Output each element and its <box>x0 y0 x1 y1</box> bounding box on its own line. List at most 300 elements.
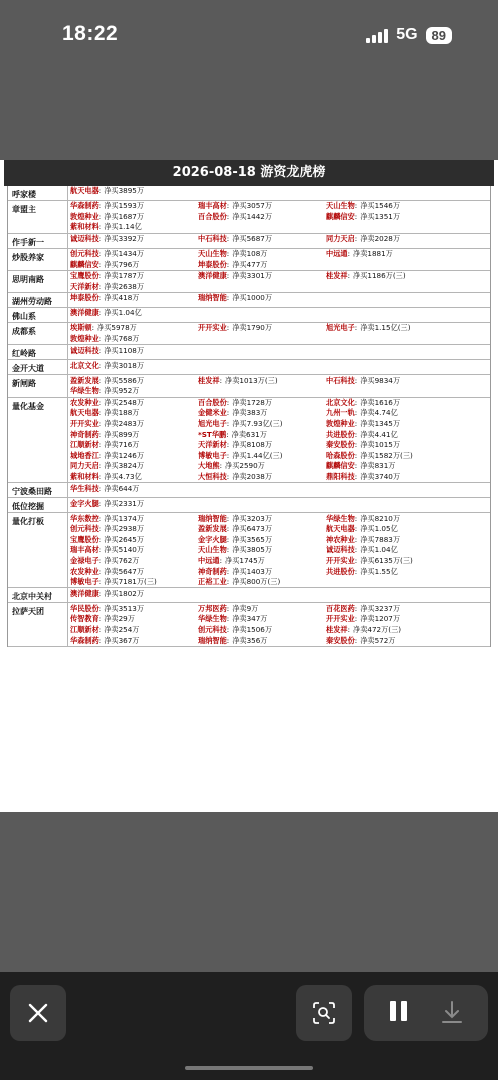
status-indicators <box>366 26 452 44</box>
trade-amount: 净买1351万 <box>360 211 401 221</box>
stock-name: 鼎阳科技 <box>326 471 355 481</box>
stock-name: 坤泰股份 <box>70 293 99 303</box>
trade-amount: 净买1.44亿(三) <box>232 450 283 460</box>
trade-amount: 净买1442万 <box>232 211 273 221</box>
trade-amount: 净买1.05亿 <box>360 524 398 534</box>
stock-name: 华绿生物 <box>198 614 227 624</box>
trade-amount: 净卖1246万 <box>104 450 145 460</box>
trade-entry: 澳洋健康: 净买1802万 <box>70 588 145 598</box>
trade-line <box>70 234 488 245</box>
trade-entry: 大地熊: 净买2590万 <box>198 461 265 471</box>
media-controls <box>364 985 488 1041</box>
stock-name: 共进股份 <box>326 566 355 576</box>
trade-entry: 同力天启: 净卖2028万 <box>326 234 401 244</box>
stock-name: 敦煌种业 <box>326 419 355 429</box>
seat-name: 拉萨天团 <box>8 603 68 645</box>
trade-entry: 华东数控: 净买1374万 <box>70 513 145 523</box>
trade-line <box>70 635 488 646</box>
trade-entry: 华绿生物: 净卖347万 <box>198 614 268 624</box>
stock-name: 麒麟信安 <box>326 461 355 471</box>
stock-name: 金健米业 <box>198 408 227 418</box>
stock-name: 旭光电子 <box>326 323 355 333</box>
stock-name: *ST华鹏 <box>198 429 227 439</box>
trade-line <box>70 360 488 371</box>
stock-name: 天山生物 <box>326 201 355 211</box>
trade-entry: 瑞丰高材: 净买5140万 <box>70 545 145 555</box>
trade-list <box>68 249 490 270</box>
stock-name: 盈新发展 <box>198 524 227 534</box>
trade-amount: 净卖644万 <box>104 483 140 493</box>
stock-name: 江顺新材 <box>70 624 99 634</box>
seat-name: 章盟主 <box>8 201 68 233</box>
stock-name: 桂发祥 <box>326 624 348 634</box>
stock-name: 华绿生物 <box>70 386 99 396</box>
trade-entry: 金字火腿: 净买3565万 <box>198 534 273 544</box>
stock-name: 瑞丰高材 <box>70 545 99 555</box>
trade-entry: 神农种业: 净买7883万 <box>326 534 401 544</box>
status-time: 18:22 <box>62 22 119 45</box>
trade-line <box>70 603 488 614</box>
trade-entry: 江顺新材: 净卖254万 <box>70 624 140 634</box>
trade-entry: 共进股份: 净卖4.41亿 <box>326 429 398 439</box>
stock-name: 正裕工业 <box>198 577 227 587</box>
trade-entry: 宝鹰股份: 净卖1787万 <box>70 271 145 281</box>
trade-entry: 博敏电子: 净买7181万(三) <box>70 577 157 587</box>
stock-name: 传智教育 <box>70 614 99 624</box>
pause-icon <box>390 1001 396 1021</box>
stock-name: 中石科技 <box>198 234 227 244</box>
network-type: 5G <box>396 26 418 43</box>
stock-name: 神奇制药 <box>198 566 227 576</box>
trade-amount: 净卖9万 <box>232 603 259 613</box>
stock-name: 澳洋健康 <box>198 271 227 281</box>
trade-entry: 传智教育: 净卖29万 <box>70 614 135 624</box>
stock-name: 开开实业 <box>326 555 355 565</box>
trade-list <box>68 186 490 200</box>
trade-amount: 净买2548万 <box>104 397 145 407</box>
stock-name: 秦安股份 <box>326 635 355 645</box>
trade-list <box>68 498 490 512</box>
table-row <box>8 345 490 360</box>
trade-entry: 农发种业: 净卖5647万 <box>70 566 145 576</box>
trade-amount: 净买6473万 <box>232 524 273 534</box>
stock-name: 创元科技 <box>70 524 99 534</box>
trade-entry: 同力天启: 净买3824万 <box>70 461 145 471</box>
trade-list <box>68 323 490 344</box>
stock-name: 瑞纳智能 <box>198 293 227 303</box>
stock-name: 澳洋健康 <box>70 308 99 318</box>
trade-entry: 天山生物: 净卖108万 <box>198 249 268 259</box>
dragon-tiger-table <box>7 186 491 647</box>
seat-name: 思明南路 <box>8 271 68 292</box>
seat-name: 量化基金 <box>8 398 68 483</box>
trade-list <box>68 360 490 374</box>
trade-entry: 航天电器: 净买1.05亿 <box>326 524 398 534</box>
trade-entry: 麒麟信安: 净买796万 <box>70 259 140 269</box>
table-row <box>8 375 490 397</box>
trade-amount: 净卖1881万 <box>353 249 393 259</box>
stock-name: 北京文化 <box>326 397 355 407</box>
trade-list <box>68 375 490 396</box>
trade-line <box>70 271 488 282</box>
seat-name: 新闸路 <box>8 375 68 396</box>
trade-line <box>70 524 488 535</box>
trade-line <box>70 293 488 304</box>
trade-line <box>70 461 488 472</box>
trade-entry: 旭光电子: 净卖1.15亿(三) <box>326 323 411 333</box>
trade-entry: 瑞纳智能: 净买3203万 <box>198 513 273 523</box>
trade-entry: 创元科技: 净卖1506万 <box>198 624 273 634</box>
trade-amount: 净卖3740万 <box>360 471 401 481</box>
trade-amount: 净卖1013万(三) <box>225 375 278 385</box>
home-indicator <box>185 1066 313 1070</box>
trade-amount: 净买2590万 <box>225 461 265 471</box>
trade-entry: 开开实业: 净卖2483万 <box>70 419 145 429</box>
trade-entry: 开开实业: 净卖1207万 <box>326 614 401 624</box>
trade-entry: 创元科技: 净买1434万 <box>70 249 145 259</box>
pause-button[interactable] <box>386 1001 410 1025</box>
trade-amount: 净买1108万 <box>104 345 145 355</box>
seat-name: 红岭路 <box>8 345 68 359</box>
trade-amount: 净买5586万 <box>104 375 145 385</box>
trade-list <box>68 308 490 322</box>
trade-amount: 净买768万 <box>104 334 140 344</box>
trade-entry: 盈新发展: 净买5586万 <box>70 375 145 385</box>
trade-amount: 净买1802万 <box>104 588 145 598</box>
stock-name: 航天电器 <box>326 524 355 534</box>
stock-name: 城地香江 <box>70 450 99 460</box>
trade-entry: 华民股份: 净买3513万 <box>70 603 145 613</box>
stock-name: 百合股份 <box>198 397 227 407</box>
trade-line <box>70 375 488 386</box>
trade-line <box>70 212 488 223</box>
stock-name: 瑞纳智能 <box>198 513 227 523</box>
stock-name: 航天电器 <box>70 408 99 418</box>
trade-entry: 天山生物: 净买3805万 <box>198 545 273 555</box>
trade-amount: 净买3565万 <box>232 534 273 544</box>
stock-name: 百花医药 <box>326 603 355 613</box>
trade-line <box>70 249 488 260</box>
stock-name: 宝鹰股份 <box>70 534 99 544</box>
table-row <box>8 513 490 588</box>
trade-entry: 鼎阳科技: 净卖3740万 <box>326 471 401 481</box>
trade-line <box>70 345 488 356</box>
trade-entry: 创元科技: 净买2938万 <box>70 524 145 534</box>
trade-entry: 澳洋健康: 净卖3301万 <box>198 271 273 281</box>
stock-name: 华森制药 <box>70 635 99 645</box>
stock-name: 盈新发展 <box>70 375 99 385</box>
trade-amount: 净买2938万 <box>104 524 145 534</box>
stock-name: 天山生物 <box>198 545 227 555</box>
trade-list <box>68 483 490 497</box>
trade-amount: 净买796万 <box>104 259 140 269</box>
stock-name: 诚迈科技 <box>70 345 99 355</box>
trade-line <box>70 534 488 545</box>
trade-entry: 正裕工业: 净买800万(三) <box>198 577 281 587</box>
stock-name: 九州一轨 <box>326 408 355 418</box>
trade-amount: 净卖347万 <box>232 614 268 624</box>
trade-amount: 净买952万 <box>104 386 140 396</box>
table-row <box>8 186 490 201</box>
trade-amount: 净买3203万 <box>232 513 273 523</box>
trade-line <box>70 323 488 334</box>
trade-amount: 净买3392万 <box>104 234 145 244</box>
table-row <box>8 201 490 234</box>
table-row <box>8 398 490 484</box>
trade-entry: 开开实业: 净卖1790万 <box>198 323 273 333</box>
trade-line <box>70 545 488 556</box>
trade-entry: 金健米业: 净卖383万 <box>198 408 268 418</box>
stock-name: 博敏电子 <box>198 450 227 460</box>
trade-entry: 华森制药: 净买1593万 <box>70 201 145 211</box>
trade-amount: 净买800万(三) <box>232 577 281 587</box>
trade-line <box>70 577 488 588</box>
table-row <box>8 323 490 345</box>
trade-entry: 大恒科技: 净卖2038万 <box>198 471 273 481</box>
stock-name: 金禄电子 <box>70 555 99 565</box>
trade-list <box>68 588 490 602</box>
trade-amount: 净买7.93亿(三) <box>232 419 283 429</box>
trade-entry: 秦安股份: 净卖1015万 <box>326 440 401 450</box>
stock-name: 同力天启 <box>70 461 99 471</box>
stock-name: 万邦医药 <box>198 603 227 613</box>
stock-name: 航天电器 <box>70 186 99 196</box>
trade-entry: 敦煌种业: 净买768万 <box>70 334 140 344</box>
stock-name: 中远通 <box>198 555 220 565</box>
trade-amount: 净买2645万 <box>104 534 145 544</box>
stock-name: 百合股份 <box>198 211 227 221</box>
stock-name: 共进股份 <box>326 429 355 439</box>
trade-entry: *ST华鹏: 净卖631万 <box>198 429 267 439</box>
table-row <box>8 360 490 375</box>
trade-amount: 净买3513万 <box>104 603 145 613</box>
trade-line <box>70 386 488 397</box>
table-row <box>8 588 490 603</box>
trade-amount: 净买6135万(三) <box>360 555 413 565</box>
table-row <box>8 483 490 498</box>
stock-name: 华森制药 <box>70 201 99 211</box>
stock-name: 宝鹰股份 <box>70 271 99 281</box>
trade-entry: 坤泰股份: 净买477万 <box>198 259 268 269</box>
stock-name: 旭光电子 <box>198 419 227 429</box>
trade-amount: 净卖572万 <box>360 635 396 645</box>
trade-amount: 净买3824万 <box>104 461 145 471</box>
trade-line <box>70 222 488 233</box>
trade-amount: 净买3805万 <box>232 545 273 555</box>
trade-amount: 净买3237万 <box>360 603 401 613</box>
trade-amount: 净买2331万 <box>104 498 145 508</box>
trade-amount: 净卖631万 <box>231 429 267 439</box>
table-row <box>8 293 490 308</box>
stock-name: 创元科技 <box>70 249 99 259</box>
trade-amount: 净买1.04亿 <box>104 308 142 318</box>
trade-entry: 桂发祥: 净买1186万(三) <box>326 271 406 281</box>
trade-amount: 净卖2483万 <box>104 419 145 429</box>
trade-entry: 华绿生物: 净买8210万 <box>326 513 401 523</box>
trade-amount: 净卖1616万 <box>360 397 401 407</box>
stock-name: 秦安股份 <box>326 440 355 450</box>
trade-amount: 净卖2038万 <box>232 471 273 481</box>
table-row <box>8 603 490 646</box>
stock-name: 澳洋健康 <box>70 588 99 598</box>
trade-line <box>70 625 488 636</box>
trade-amount: 净卖1506万 <box>232 624 273 634</box>
stock-name: 金字火腿 <box>70 498 99 508</box>
trade-entry: 天洋新材: 净卖2638万 <box>70 281 145 291</box>
trade-entry: 麒麟信安: 净卖831万 <box>326 461 396 471</box>
trade-entry: 共进股份: 净买1.55亿 <box>326 566 398 576</box>
trade-entry: 城地香江: 净卖1246万 <box>70 450 145 460</box>
trade-amount: 净卖1.15亿(三) <box>360 323 411 333</box>
seat-name: 湖州劳动路 <box>8 293 68 307</box>
stock-name: 诚迈科技 <box>70 234 99 244</box>
scan-button[interactable] <box>296 985 352 1041</box>
scan-icon <box>313 1002 335 1024</box>
seat-name: 炒股养家 <box>8 249 68 270</box>
trade-entry: 华森制药: 净买367万 <box>70 635 140 645</box>
trade-entry: 诚迈科技: 净买3392万 <box>70 234 145 244</box>
trade-line <box>70 472 488 483</box>
table-row <box>8 271 490 293</box>
stock-name: 天洋新材 <box>198 440 227 450</box>
stock-name: 神农种业 <box>326 534 355 544</box>
trade-amount: 净卖2028万 <box>360 234 401 244</box>
trade-list <box>68 271 490 292</box>
trade-line <box>70 440 488 451</box>
trade-amount: 净买3895万 <box>104 186 145 196</box>
trade-entry: 紫和材料: 净买4.73亿 <box>70 471 142 481</box>
trade-entry: 中远通: 净买1745万 <box>198 555 265 565</box>
trade-entry: 神奇制药: 净买1403万 <box>198 566 273 576</box>
signal-icon <box>366 27 388 43</box>
trade-entry: 航天电器: 净买3895万 <box>70 186 145 196</box>
trade-amount: 净卖3018万 <box>104 360 145 370</box>
trade-entry: 万邦医药: 净卖9万 <box>198 603 259 613</box>
trade-line <box>70 513 488 524</box>
trade-entry: 麒麟信安: 净买1351万 <box>326 211 401 221</box>
seat-name: 北京中关村 <box>8 588 68 602</box>
seat-name: 宁波桑田路 <box>8 483 68 497</box>
trade-entry: 紫和材料: 净买1.14亿 <box>70 222 142 232</box>
trade-amount: 净卖1728万 <box>232 397 273 407</box>
trade-amount: 净买7181万(三) <box>104 577 157 587</box>
trade-entry: 瑞纳智能: 净卖356万 <box>198 635 268 645</box>
trade-entry: 博敏电子: 净买1.44亿(三) <box>198 450 283 460</box>
stock-name: 中石科技 <box>326 375 355 385</box>
stock-name: 麒麟信安 <box>326 211 355 221</box>
trade-amount: 净买418万 <box>104 293 140 303</box>
table-row <box>8 498 490 513</box>
trade-amount: 净卖3301万 <box>232 271 273 281</box>
stock-name: 开开实业 <box>326 614 355 624</box>
trade-amount: 净卖29万 <box>104 614 135 624</box>
trade-entry: 金禄电子: 净买762万 <box>70 555 140 565</box>
stock-name: 华绿生物 <box>326 513 355 523</box>
trade-amount: 净买1403万 <box>232 566 273 576</box>
status-bar <box>0 0 498 72</box>
trade-amount: 净买7883万 <box>360 534 401 544</box>
trade-amount: 净买1687万 <box>104 211 145 221</box>
stock-name: 大恒科技 <box>198 471 227 481</box>
trade-amount: 净买367万 <box>104 635 140 645</box>
close-button[interactable] <box>10 985 66 1041</box>
trade-entry: 北京文化: 净卖3018万 <box>70 360 145 370</box>
stock-name: 金字火腿 <box>198 534 227 544</box>
trade-amount: 净买4.73亿 <box>104 471 142 481</box>
trade-amount: 净买1546万 <box>360 201 401 211</box>
trade-entry: 北京文化: 净卖1616万 <box>326 397 401 407</box>
trade-amount: 净卖108万 <box>232 249 268 259</box>
stock-name: 坤泰股份 <box>198 259 227 269</box>
stock-name: 中远通 <box>326 249 348 259</box>
stock-name: 农发种业 <box>70 397 99 407</box>
trade-entry: 瑞纳智能: 净买1000万 <box>198 293 273 303</box>
stock-name: 江顺新材 <box>70 440 99 450</box>
trade-entry: 敦煌种业: 净卖1345万 <box>326 419 401 429</box>
trade-list <box>68 603 490 645</box>
trade-amount: 净买899万 <box>104 429 140 439</box>
bottom-toolbar <box>0 972 498 1080</box>
stock-name: 北京文化 <box>70 360 99 370</box>
trade-line <box>70 398 488 409</box>
seat-name: 呼家楼 <box>8 186 68 200</box>
trade-amount: 净买1.14亿 <box>104 222 142 232</box>
trade-entry: 农发种业: 净买2548万 <box>70 397 145 407</box>
trade-line <box>70 588 488 599</box>
trade-entry: 江顺新材: 净卖716万 <box>70 440 140 450</box>
trade-list <box>68 345 490 359</box>
trade-amount: 净买1000万 <box>232 293 273 303</box>
close-icon <box>28 1003 48 1023</box>
trade-amount: 净买5978万 <box>97 323 137 333</box>
table-row <box>8 234 490 249</box>
stock-name: 华民股份 <box>70 603 99 613</box>
trade-line <box>70 483 488 494</box>
trade-line <box>70 408 488 419</box>
trade-entry: 百花医药: 净买3237万 <box>326 603 401 613</box>
trade-entry: 中石科技: 净买5687万 <box>198 234 273 244</box>
trade-list <box>68 201 490 233</box>
stock-name: 华东数控 <box>70 513 99 523</box>
stock-name: 天洋新材 <box>70 281 99 291</box>
trade-line <box>70 451 488 462</box>
table-row <box>8 249 490 271</box>
trade-amount: 净买3057万 <box>232 201 273 211</box>
stock-name: 开开实业 <box>198 323 227 333</box>
trade-list <box>68 293 490 307</box>
stock-name: 大地熊 <box>198 461 220 471</box>
stock-name: 埃斯顿 <box>70 323 92 333</box>
trade-amount: 净卖1207万 <box>360 614 401 624</box>
trade-entry: 旭光电子: 净买7.93亿(三) <box>198 419 283 429</box>
trade-line <box>70 498 488 509</box>
trade-line <box>70 429 488 440</box>
download-icon[interactable] <box>438 999 466 1027</box>
trade-entry: 天洋新材: 净买8108万 <box>198 440 273 450</box>
trade-amount: 净卖1345万 <box>360 419 401 429</box>
stock-name: 敦煌种业 <box>70 334 99 344</box>
trade-list <box>68 234 490 248</box>
trade-entry: 敦煌种业: 净买1687万 <box>70 211 145 221</box>
trade-entry: 埃斯顿: 净买5978万 <box>70 323 137 333</box>
trade-amount: 净买477万 <box>232 259 268 269</box>
trade-amount: 净卖2638万 <box>104 281 145 291</box>
stock-name: 桂发祥 <box>198 375 220 385</box>
trade-entry: 澳洋健康: 净买1.04亿 <box>70 308 142 318</box>
trade-amount: 净卖4.74亿 <box>360 408 398 418</box>
trade-entry: 中远通: 净卖1881万 <box>326 249 393 259</box>
trade-amount: 净买1593万 <box>104 201 145 211</box>
